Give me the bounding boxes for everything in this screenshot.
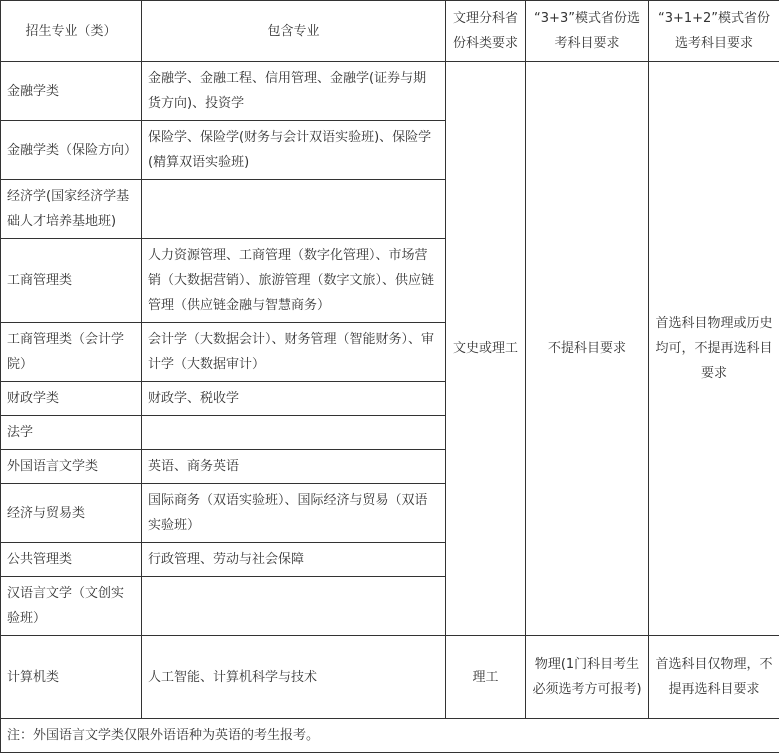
included-majors-cell: 人工智能、计算机科学与技术	[142, 636, 446, 719]
major-category-cell: 经济与贸易类	[1, 484, 142, 543]
major-category-cell: 经济学(国家经济学基础人才培养基地班)	[1, 180, 142, 239]
header-major-category: 招生专业（类）	[1, 1, 142, 62]
included-majors-cell: 保险学、保险学(财务与会计双语实验班)、保险学(精算双语实验班)	[142, 121, 446, 180]
arts-sci-requirement-cell: 文史或理工	[446, 62, 526, 636]
3plus3-requirement-cell: 不提科目要求	[526, 62, 649, 636]
major-category-cell: 财政学类	[1, 382, 142, 416]
major-category-cell: 汉语言文学（文创实验班）	[1, 577, 142, 636]
major-category-cell: 公共管理类	[1, 543, 142, 577]
3plus1plus2-requirement-cell: 首选科目仅物理，不提再选科目要求	[649, 636, 779, 719]
major-category-cell: 金融学类（保险方向）	[1, 121, 142, 180]
header-row	[1, 1, 779, 62]
major-category-cell: 工商管理类（会计学院）	[1, 323, 142, 382]
header-3plus1plus2-requirement: “3+1+2”模式省份选考科目要求	[649, 1, 779, 62]
included-majors-cell	[142, 577, 446, 636]
header-arts-sci-requirement: 文理分科省份科类要求	[446, 1, 526, 62]
included-majors-cell: 金融学、金融工程、信用管理、金融学(证券与期货方向)、投资学	[142, 62, 446, 121]
table-row-computer-science	[1, 636, 779, 719]
included-majors-cell: 人力资源管理、工商管理（数字化管理）、市场营销（大数据营销）、旅游管理（数字文旅）、供应链管理（供应链金融与智慧商务）	[142, 239, 446, 323]
3plus3-requirement-cell: 物理(1门科目考生必须选考方可报考)	[526, 636, 649, 719]
arts-sci-requirement-cell: 理工	[446, 636, 526, 719]
included-majors-cell: 英语、商务英语	[142, 450, 446, 484]
major-category-cell: 金融学类	[1, 62, 142, 121]
major-category-cell: 工商管理类	[1, 239, 142, 323]
header-included-majors: 包含专业	[142, 1, 446, 62]
header-3plus3-requirement: “3+3”模式省份选考科目要求	[526, 1, 649, 62]
included-majors-cell: 行政管理、劳动与社会保障	[142, 543, 446, 577]
table-note: 注：外国语言文学类仅限外语语种为英语的考生报考。	[1, 719, 779, 753]
included-majors-cell: 会计学（大数据会计）、财务管理（智能财务）、审计学（大数据审计）	[142, 323, 446, 382]
3plus1plus2-requirement-cell: 首选科目物理或历史均可，不提再选科目要求	[649, 62, 779, 636]
included-majors-cell: 国际商务（双语实验班）、国际经济与贸易（双语实验班）	[142, 484, 446, 543]
major-category-cell: 外国语言文学类	[1, 450, 142, 484]
included-majors-cell	[142, 416, 446, 450]
note-row	[1, 719, 779, 753]
major-category-cell: 法学	[1, 416, 142, 450]
included-majors-cell	[142, 180, 446, 239]
table-row	[1, 62, 779, 121]
included-majors-cell: 财政学、税收学	[142, 382, 446, 416]
major-category-cell: 计算机类	[1, 636, 142, 719]
